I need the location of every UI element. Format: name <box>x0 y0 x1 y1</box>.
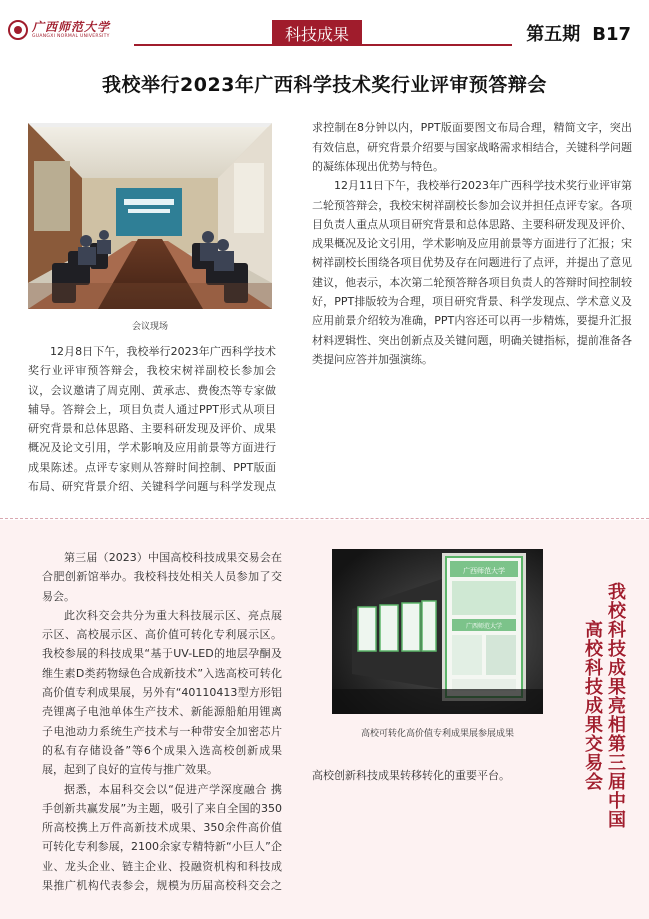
article1-paragraph-1-continued: 求控制在8分钟以内，PPT版面要图文布局合理，精简文字，突出有效信息，研究背景介绍要与国家战略需求相结合，关键科学问题的凝练体现出优势与特色。 <box>312 121 632 173</box>
article1-text-column-right <box>312 118 632 468</box>
logo-chinese-name: 广西师范大学 <box>32 19 111 34</box>
exhibition-booth-image <box>332 549 543 714</box>
article2-title-line-2: 高校科技成果交易会 <box>582 620 603 791</box>
article2-paragraph-1: 第三届（2023）中国高校科技成果交易会在合肥创新馆举办。我校科技处相关人员参加了交易会。 <box>42 551 282 603</box>
page-number: B17 <box>592 24 631 45</box>
header-rule-left <box>134 44 272 46</box>
article2-paragraph-2: 此次科交会共分为重大科技展示区、亮点展示区、高校展示区、高价值可转化专利展示区。我校参展的科技成果“基于UV-LED的地层孕酮及维生素D类药物绿色合成新技术”入选高校可转化高价值专利成果展，另外有“40110413型方形铝壳锂离子电池单体生产技术、新能源船舶用锂离子电池动力系统生产技术与一种带安全加密芯片的私有存储设备”等6个成果入选高校创新成果展，起到了良好的宣传与推广效果。 <box>42 608 282 777</box>
article1-title: 我校举行2023年广西科学技术奖行业评审预答辩会 <box>102 74 547 96</box>
article2-paragraph-3: 据悉，本届科交会以“促进产学深度融合 携手创新共赢发展”为主题，吸引了来自全国的350所高校携上万件高新技术成果、350余件高价值可转化专利参展，2100余家专精特新“小巨人”企业、龙头企业、链主企业、投融资机构和科技成果推广机构代表参会，规模为历届高校科交会之 <box>42 782 282 892</box>
meeting-photo <box>28 123 272 309</box>
meeting-room-image <box>28 123 272 309</box>
article1-text-column-left <box>28 342 276 497</box>
exhibition-photo-caption: 高校可转化高价值专利成果展参展成果 <box>360 729 514 739</box>
section-tab: 科技成果 <box>272 20 362 46</box>
logo-english-name: GUANGXI NORMAL UNIVERSITY <box>32 33 110 39</box>
section-divider <box>0 518 649 519</box>
university-logo <box>8 18 110 42</box>
article2-text-column-right <box>312 768 582 884</box>
issue-info <box>526 20 631 46</box>
article2-title-line-1: 我校科技成果亮相第三届中国 <box>605 582 626 829</box>
university-seal-icon <box>8 20 28 40</box>
poster-title-bottom: 广西师范大学 <box>465 623 503 630</box>
article2-text-column-left <box>42 548 282 892</box>
exhibition-photo <box>332 549 543 714</box>
page-header <box>0 0 649 46</box>
article1-paragraph-2: 12月11日下午，我校举行2023年广西科学技术奖行业评审第二轮预答辩会，我校宋树祥副校长参加会议并担任点评专家。各项目负责人重点从项目研究背景和总体思路、主要科研发现及评价、成果概况及论文引用，学术影响及应用前景等方面进行了汇报；宋树祥副校长围绕各项目优势及存在问题进行了点评，并提出了意见建议，他表示，本次第二轮预答辩各项目负责人的答辩时间控制较好，PPT排版较为合理，项目研究背景、科学发现点、学术意义及应用前景介绍较为准确，PPT内容还可以再一步精炼，要提升汇报材料逻辑性、突出创新点及关键问题，明确关键指标，提前准备各类提问应答并加强演练。 <box>312 179 632 366</box>
poster-title-top: 广西师范大学 <box>463 567 505 575</box>
header-rule-right <box>362 44 512 46</box>
article1-paragraph-1: 12月8日下午，我校举行2023年广西科学技术奖行业评审预答辩会，我校宋树祥副校长参加会议，会议邀请了周克刚、黄承志、费俊杰等专家做辅导。答辩会上，项目负责人通过PPT形式从项目研究背景和总体思路、主要科研发现及评价、成果概况及论文引用，学术影响及应用前景等方面进行成果陈述。点评专家则从答辩时间控制、PPT版面布局、研究背景介绍、关键科学问题与科学发现点 <box>28 345 276 494</box>
meeting-photo-caption: 会议现场 <box>131 322 168 332</box>
article2-paragraph-3-continued: 高校创新科技成果转移转化的重要平台。 <box>312 769 510 783</box>
issue-number: 第五期 <box>526 24 581 45</box>
